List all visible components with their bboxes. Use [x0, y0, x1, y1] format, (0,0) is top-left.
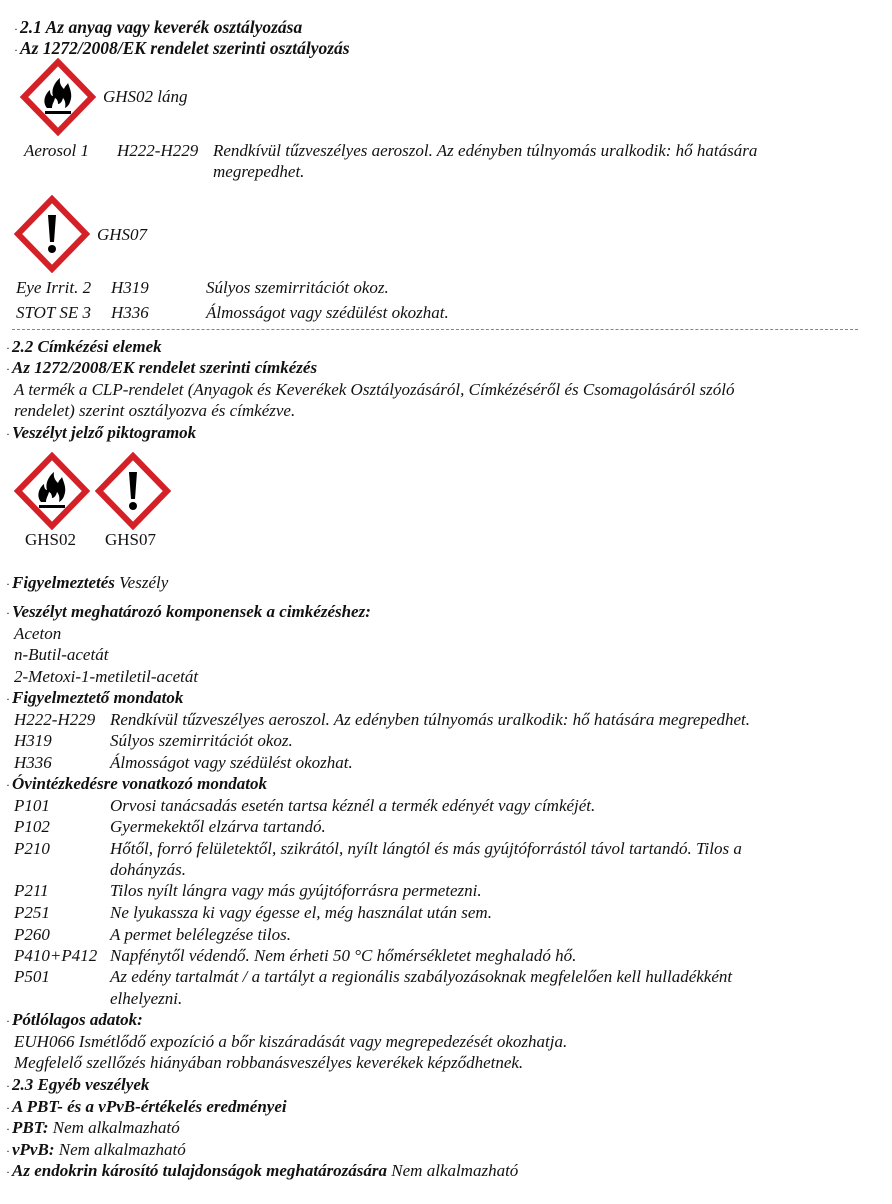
pictograms-heading: · Veszélyt jelző piktogramok — [6, 423, 197, 442]
classification-subheading: · Az 1272/2008/EK rendelet szerinti osztályozás — [14, 38, 350, 58]
section-2-1-heading: · 2.1 Az anyag vagy keverék osztályozása — [14, 17, 303, 37]
pictogram-label-ghs02: GHS02 — [25, 530, 77, 549]
ghs02-flame-icon — [14, 452, 90, 530]
pbt-row: · PBT: Nem alkalmazható — [6, 1118, 180, 1137]
hazard-code: H319 — [14, 731, 52, 750]
component-item: 2-Metoxi-1-metiletil-acetát — [14, 667, 199, 686]
precaution-text: Napfénytől védendő. Nem érheti 50 °C hőmérsékletet meghaladó hő. — [110, 946, 577, 965]
ghs07-label: GHS07 — [97, 225, 148, 244]
hazard-text: Álmosságot vagy szédülést okozhat. — [110, 753, 353, 772]
component-item: Aceton — [14, 624, 62, 643]
hazard-text: Rendkívül tűzveszélyes aeroszol. Az edényben túlnyomás uralkodik: hő hatására megrepedhet. — [110, 710, 751, 729]
flame-base — [39, 505, 65, 508]
component-item: n-Butil-acetát — [14, 645, 109, 664]
eye-irrit-code: H319 — [111, 278, 149, 297]
stot-code: H336 — [111, 303, 149, 322]
additional-info-item: Megfelelő szellőzés hiányában robbanásveszélyes keverékek képződhetnek. — [14, 1053, 524, 1072]
precaution-code: P101 — [14, 796, 50, 815]
signal-word: · Figyelmeztetés Veszély — [6, 573, 169, 592]
precaution-code: P102 — [14, 817, 50, 836]
aerosol-text: Rendkívül tűzveszélyes aeroszol. Az edényben túlnyomás uralkodik: hő hatására — [213, 141, 758, 160]
aerosol-code: H222-H229 — [117, 141, 199, 160]
flame-base — [45, 111, 71, 114]
precautionary-heading: · Óvintézkedésre vonatkozó mondatok — [6, 774, 267, 793]
vpvb-row: · vPvB: Nem alkalmazható — [6, 1140, 186, 1159]
section-2-2-heading: · 2.2 Címkézési elemek — [6, 337, 162, 356]
ghs02-flame-icon — [20, 58, 96, 136]
exclamation-dot — [48, 245, 56, 253]
ghs07-exclamation-icon — [95, 452, 171, 530]
precaution-code: P210 — [14, 839, 50, 858]
precaution-code: P251 — [14, 903, 50, 922]
exclamation-dot — [129, 502, 137, 510]
precaution-text: Ne lyukassza ki vagy égesse el, még használat után sem. — [110, 903, 492, 922]
hazard-statements-heading: · Figyelmeztető mondatok — [6, 688, 184, 707]
additional-info-heading: · Pótlólagos adatok: — [6, 1010, 143, 1029]
clp-intro: A termék a CLP-rendelet (Anyagok és Keverékek Osztályozásáról, Címkézéséről és Csomagolásáról szóló — [14, 380, 735, 399]
hazard-code: H222-H229 — [14, 710, 96, 729]
precaution-text: A permet belélegzése tilos. — [110, 925, 291, 944]
pbt-heading: · A PBT- és a vPvB-értékelés eredményei — [6, 1097, 287, 1116]
precaution-code: P211 — [14, 881, 49, 900]
aerosol-text-continued: megrepedhet. — [213, 162, 305, 181]
precaution-code: P501 — [14, 967, 50, 986]
ghs07-exclamation-icon — [14, 195, 90, 273]
precaution-text: Az edény tartalmát / a tartályt a regionális szabályozásoknak megfelelően kell hulladékként — [110, 967, 733, 986]
endocrine-row: · Az endokrin károsító tulajdonságok meghatározására Nem alkalmazható — [6, 1161, 519, 1180]
precaution-text: Tilos nyílt lángra vagy más gyújtóforrásra permetezni. — [110, 881, 482, 900]
components-heading: · Veszélyt meghatározó komponensek a cimkézéshez: — [6, 602, 371, 621]
precaution-code: P410+P412 — [14, 946, 98, 965]
ghs02-label: GHS02 láng — [103, 87, 188, 106]
section-divider — [12, 329, 858, 330]
precaution-text: Orvosi tanácsadás esetén tartsa kéznél a termék edényét vagy címkéjét. — [110, 796, 596, 815]
eye-irrit-text: Súlyos szemirritációt okoz. — [206, 278, 389, 297]
pictogram-label-ghs07: GHS07 — [105, 530, 157, 549]
clp-intro-continued: rendelet) szerint osztályozva és címkézve. — [14, 401, 296, 420]
precaution-text-continued: elhelyezni. — [110, 989, 183, 1008]
section-2-3-heading: · 2.3 Egyéb veszélyek — [6, 1075, 150, 1094]
aerosol-class: Aerosol 1 — [24, 141, 90, 160]
precaution-text: Hőtől, forró felületektől, szikrától, nyílt lángtól és más gyújtóforrástól távol tartandó. Tilos a — [110, 839, 742, 858]
precaution-text-continued: dohányzás. — [110, 860, 187, 879]
precaution-code: P260 — [14, 925, 50, 944]
labelling-subheading: · Az 1272/2008/EK rendelet szerinti címkézés — [6, 358, 318, 377]
additional-info-item: EUH066 Ismétlődő expozíció a bőr kiszáradását vagy megrepedezését okozhatja. — [14, 1032, 568, 1051]
stot-text: Álmosságot vagy szédülést okozhat. — [206, 303, 449, 322]
precaution-text: Gyermekektől elzárva tartandó. — [110, 817, 326, 836]
stot-class: STOT SE 3 — [16, 303, 91, 322]
hazard-text: Súlyos szemirritációt okoz. — [110, 731, 293, 750]
eye-irrit-class: Eye Irrit. 2 — [16, 278, 92, 297]
hazard-code: H336 — [14, 753, 52, 772]
